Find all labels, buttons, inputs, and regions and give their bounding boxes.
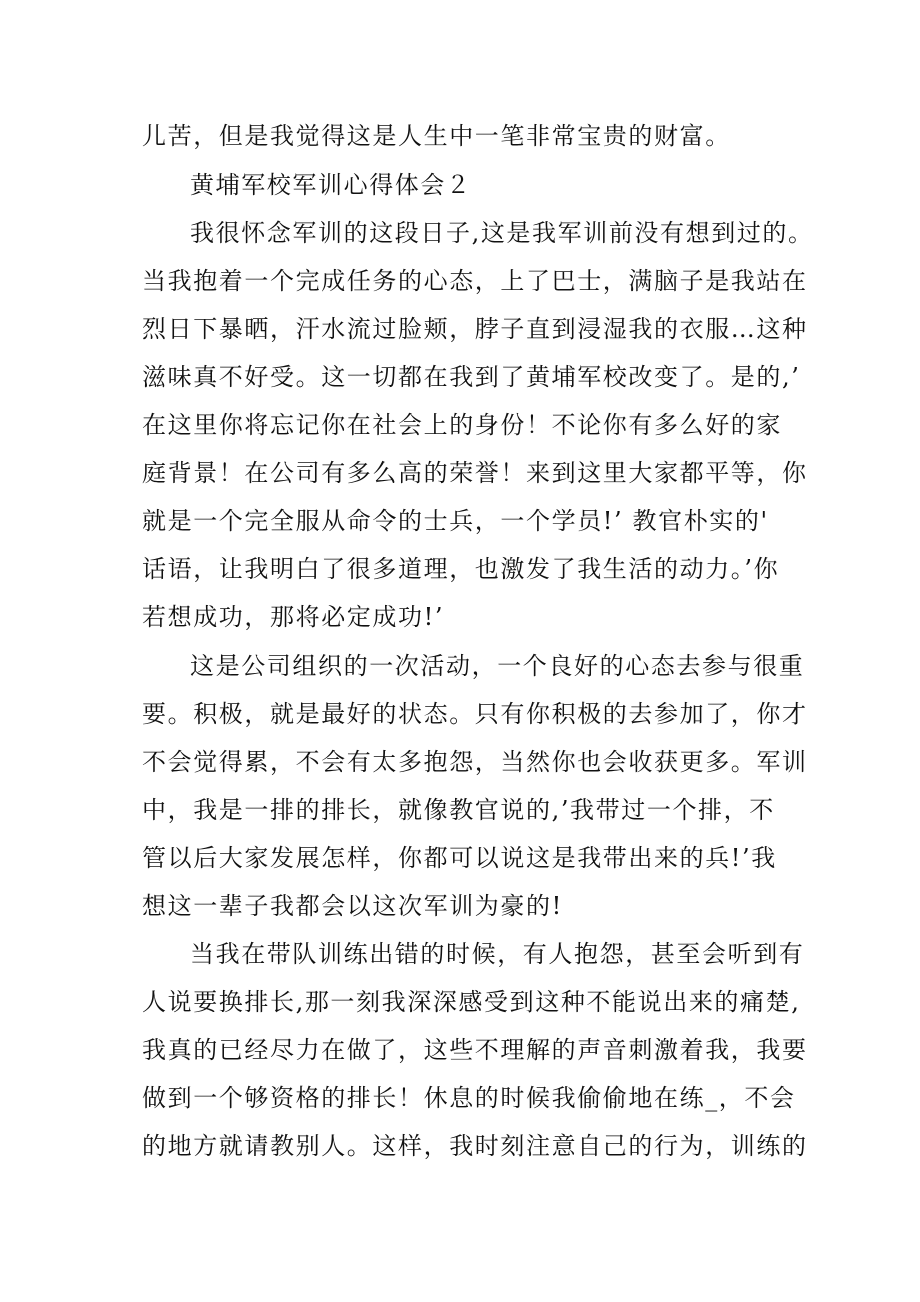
text-line: 管以后大家发展怎样，你都可以说这是我带出来的兵!’我 [142,844,777,872]
section-heading: 黄埔军校军训心得体会２ [190,171,472,199]
text-line: 要。积极，就是最好的状态。只有你积极的去参加了，你才 [142,700,808,728]
text-line: 在这里你将忘记你在社会上的身份！不论你有多么好的家 [142,411,782,439]
text-line: 我很怀念军训的这段日子,这是我军训前没有想到过的。 [190,219,814,247]
text-line: 滋味真不好受。这一切都在我到了黄埔军校改变了。是的,’ [142,363,801,391]
text-line: 庭背景！在公司有多么高的荣誉！来到这里大家都平等，你 [142,459,808,487]
text-line: 中，我是一排的排长，就像教官说的,’我带过一个排，不 [142,796,775,824]
text-line: 我真的已经尽力在做了，这些不理解的声音刺激着我，我要 [142,1036,808,1064]
text-line: 这是公司组织的一次活动，一个良好的心态去参与很重 [190,652,805,680]
text-line: 的地方就请教别人。这样，我时刻注意自己的行为，训练的 [142,1132,808,1160]
text-line: 当我在带队训练出错的时候，有人抱怨，甚至会听到有 [190,940,805,968]
text-line: 话语，让我明白了很多道理，也激发了我生活的动力。’你 [142,555,780,583]
text-line: 当我抱着一个完成任务的心态，上了巴士，满脑子是我站在 [142,267,808,295]
text-line: 烈日下暴晒，汗水流过脸颊，脖子直到浸湿我的衣服…这种 [142,315,808,343]
text-line: 做到一个够资格的排长！休息的时候我偷偷地在练_，不会 [142,1084,796,1112]
text-line: 若想成功，那将必定成功!’ [142,603,445,631]
text-line: 想这一辈子我都会以这次军训为豪的! [142,892,563,920]
text-line: 儿苦，但是我觉得这是人生中一笔非常宝贵的财富。 [142,122,731,150]
text-line: 不会觉得累，不会有太多抱怨，当然你也会收获更多。军训 [142,748,808,776]
text-line: 人说要换排长,那一刻我深深感受到这种不能说出来的痛楚, [142,988,801,1016]
text-line: 就是一个完全服从命令的士兵，一个学员!’ 教官朴实的' [142,507,769,535]
